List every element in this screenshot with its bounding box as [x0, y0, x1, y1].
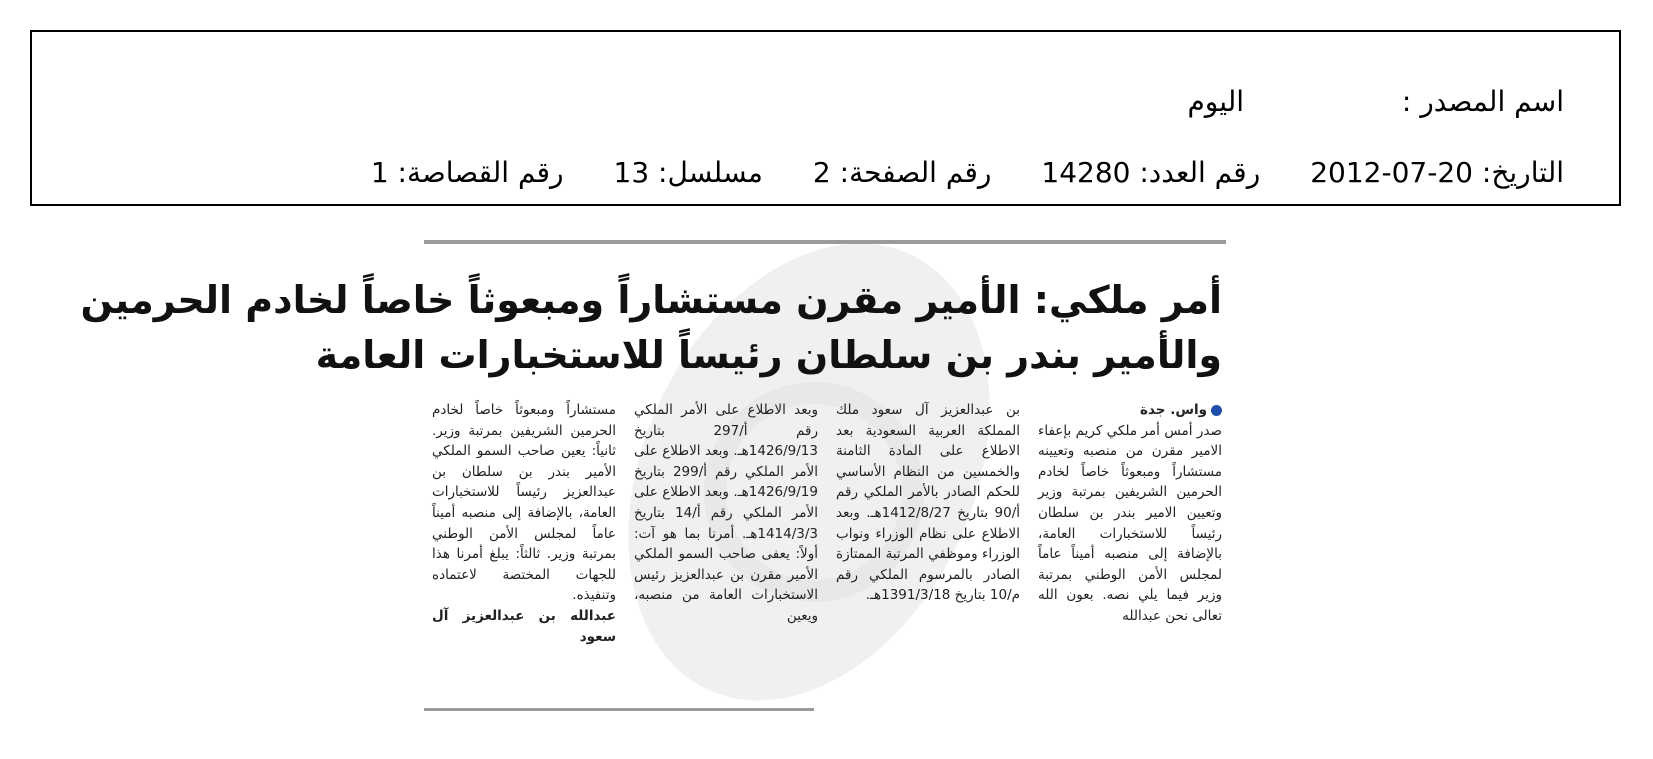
page-field: رقم الصفحة: 2: [812, 156, 992, 189]
serial-field: مسلسل: 13: [613, 156, 763, 189]
top-rule: [424, 240, 1226, 244]
signature: عبدالله بن عبدالعزيز آل سعود: [432, 607, 616, 645]
clip-number-field: رقم القصاصة: 1: [370, 156, 564, 189]
column-4-text: مستشاراً ومبعوثاً خاصاً لخادم الحرمين الشريفين بمرتبة وزير. ثانياً: يعين صاحب السمو الملكي الأمير بندر بن سلطان بن عبدالعزيز رئيساً للاستخبارات العامة، بالإضافة إلى منصبه أميناً عاماً لمجلس الأمن الوطني بمرتبة وزير. ثالثاً: يبلغ أمرنا هذا للجهات المختصة لاعتماده وتنفيذه.: [432, 402, 616, 604]
column-1-text: صدر أمس أمر ملكي كريم بإعفاء الامير مقرن من منصبه وتعيينه مستشاراً ومبعوثاً خاصاً لخادم الحرمين الشريفين بمرتبة وزير وتعيين الامير بندر بن سلطان رئيساً للاستخبارات العامة، بالإضافة إلى منصبه أميناً عاماً لمجلس الأمن الوطني بمرتبة وزير فيما يلي نصه. بعون الله تعالى نحن عبدالله: [1038, 422, 1222, 624]
date-field: التاريخ: 20-07-2012: [1310, 156, 1564, 189]
metadata-box: [30, 30, 1621, 206]
column-2-text: بن عبدالعزيز آل سعود ملك المملكة العربية السعودية بعد الاطلاع على المادة الثامنة والخمسين من النظام الأساسي للحكم الصادر بالأمر الملكي رقم أ/90 بتاريخ 1412/8/27هـ. وبعد الاطلاع على نظام الوزراء ونواب الوزراء وموظفي المرتبة الممتازة الصادر بالمرسوم الملكي رقم م/10 بتاريخ 1391/3/18هـ.: [836, 402, 1020, 604]
article-column-3: [634, 400, 818, 627]
article-column-2: [836, 400, 1020, 606]
byline-text: واس. جدة: [1140, 402, 1207, 418]
issue-field: رقم العدد: 14280: [1041, 156, 1261, 189]
newspaper-clipping: [80, 232, 1226, 712]
article-column-1: [1038, 400, 1222, 627]
bottom-rule: [424, 708, 814, 711]
headline-line-2: والأمير بندر بن سلطان رئيساً للاستخبارات العامة: [315, 333, 1222, 377]
source-value: اليوم: [1187, 85, 1244, 118]
headline-line-1: أمر ملكي: الأمير مقرن مستشاراً ومبعوثاً خاصاً لخادم الحرمين: [80, 278, 1222, 322]
article-column-4: [432, 400, 616, 647]
bullet-icon: [1211, 405, 1222, 416]
byline: [1038, 400, 1222, 421]
source-line: [1187, 82, 1564, 122]
details-line: [371, 153, 1564, 193]
column-3-text: وبعد الاطلاع على الأمر الملكي رقم أ/297 بتاريخ 1426/9/13هـ. وبعد الاطلاع على الأمر الملكي رقم أ/299 بتاريخ 1426/9/19هـ. وبعد الاطلاع على الأمر الملكي رقم أ/14 بتاريخ 1414/3/3هـ. أمرنا بما هو آت: أولاً: يعفى صاحب السمو الملكي الأمير مقرن بن عبدالعزيز رئيس الاستخبارات العامة من منصبه، ويعين: [634, 402, 818, 624]
source-label: اسم المصدر :: [1401, 85, 1564, 118]
